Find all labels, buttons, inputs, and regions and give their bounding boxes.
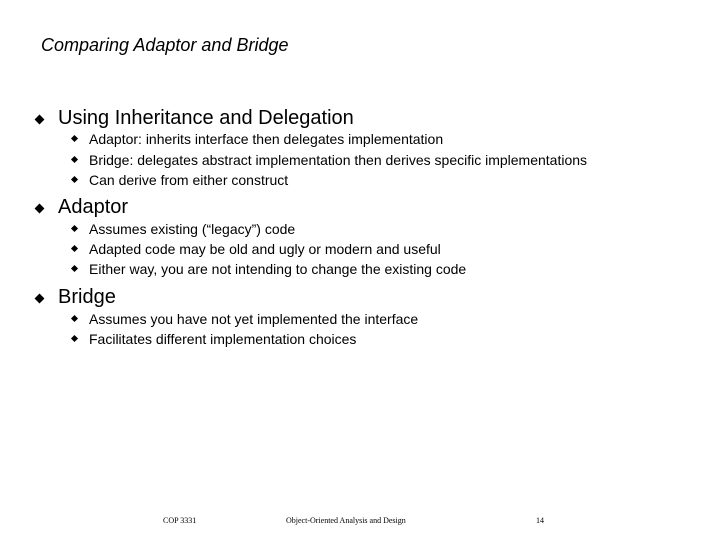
list-item: Facilitates different implementation choices: [89, 331, 357, 347]
list-item: Adaptor: inherits interface then delegates implementation: [89, 131, 444, 147]
slide-title: Comparing Adaptor and Bridge: [41, 35, 289, 55]
small-diamond-bullet-icon: [71, 176, 78, 183]
list-item: Can derive from either construct: [89, 172, 289, 188]
small-diamond-bullet-icon: [71, 245, 78, 252]
diamond-bullet-icon: [35, 294, 45, 304]
diamond-bullet-icon: [35, 204, 45, 214]
footer-course: COP 3331: [163, 516, 197, 525]
list-item: Assumes existing (“legacy”) code: [89, 221, 296, 237]
small-diamond-bullet-icon: [71, 335, 78, 342]
section-heading: Adaptor: [58, 196, 129, 218]
list-item: Either way, you are not intending to change the existing code: [89, 261, 467, 277]
list-item: Assumes you have not yet implemented the interface: [89, 311, 419, 327]
diamond-bullet-icon: [35, 115, 45, 125]
footer-subject: Object-Oriented Analysis and Design: [286, 516, 406, 525]
small-diamond-bullet-icon: [71, 135, 78, 142]
small-diamond-bullet-icon: [71, 225, 78, 232]
small-diamond-bullet-icon: [71, 315, 78, 322]
list-item: Adapted code may be old and ugly or modern and useful: [89, 241, 441, 257]
small-diamond-bullet-icon: [71, 265, 78, 272]
list-item: Bridge: delegates abstract implementation then derives specific implementations: [89, 152, 588, 168]
footer-page-number: 14: [536, 516, 544, 525]
section-heading: Using Inheritance and Delegation: [58, 107, 354, 129]
section-heading: Bridge: [58, 286, 116, 308]
small-diamond-bullet-icon: [71, 156, 78, 163]
